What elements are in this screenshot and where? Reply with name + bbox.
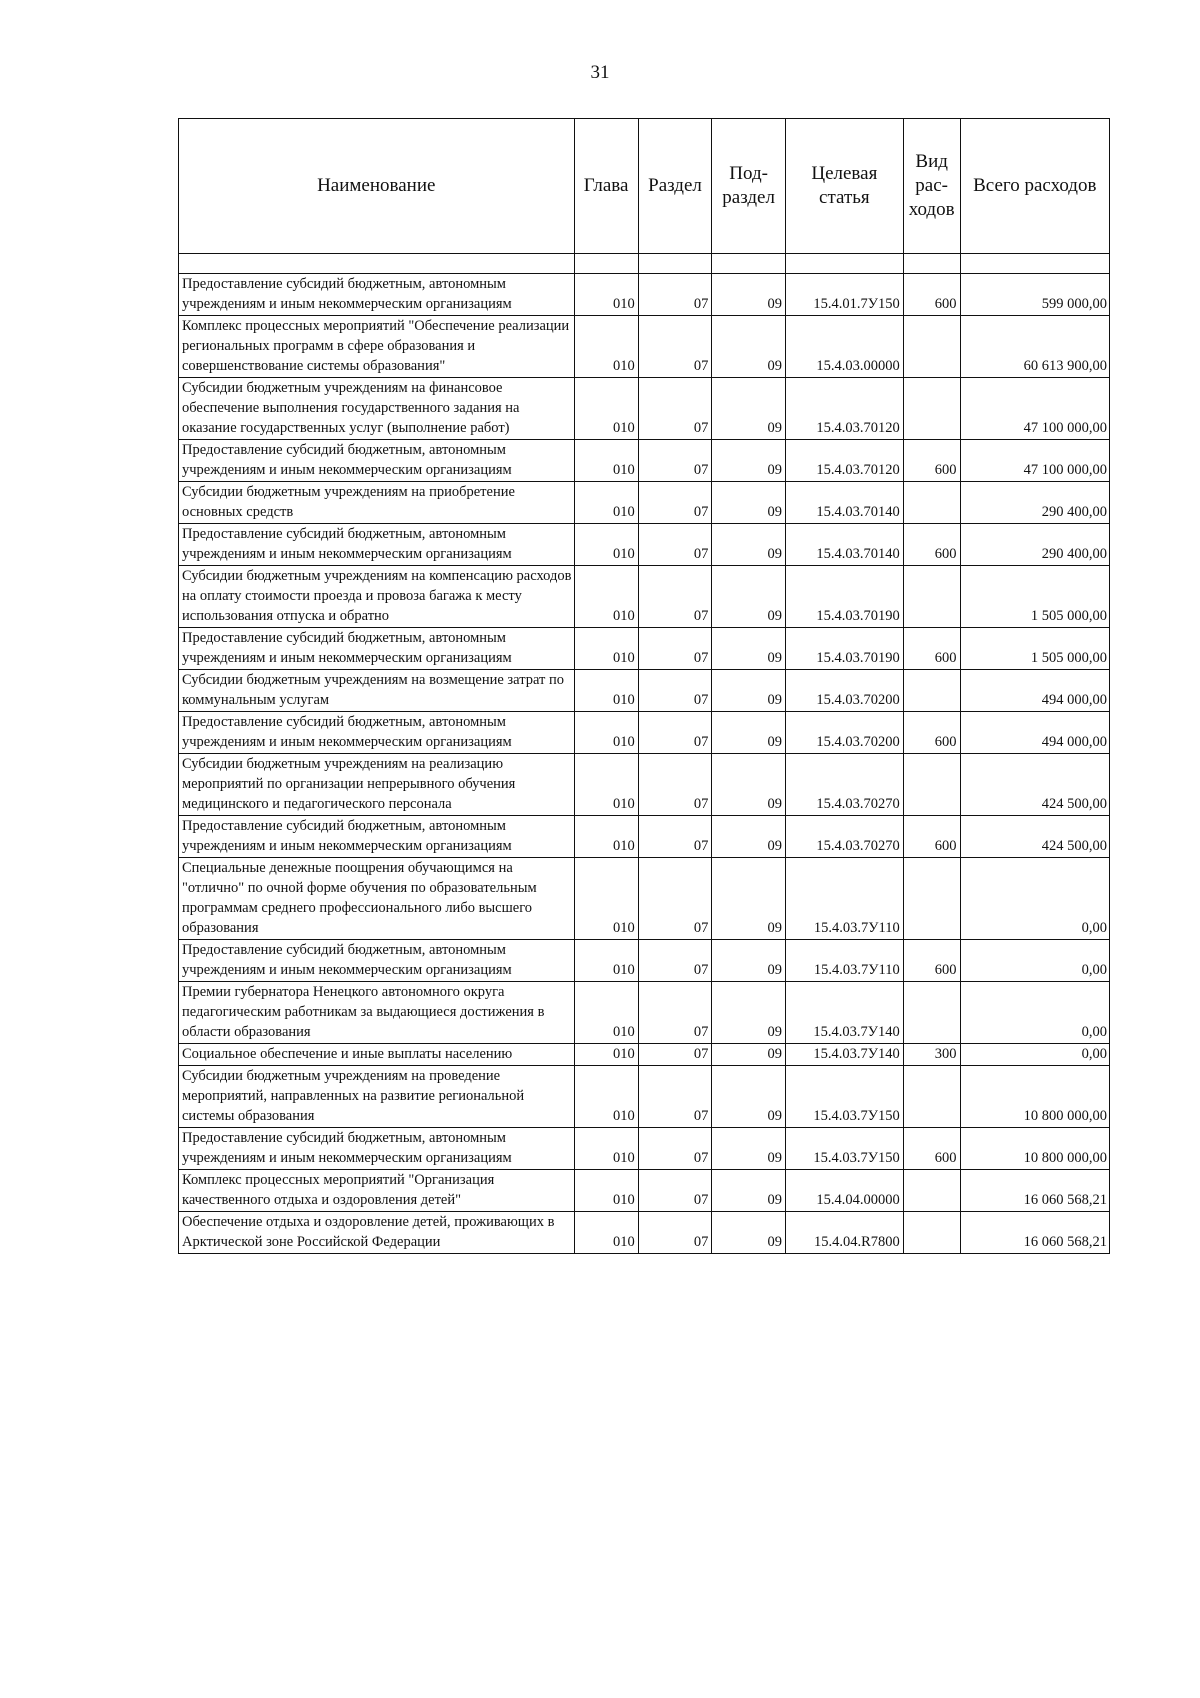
table-row [179, 816, 1110, 858]
cell-podrazdel: 09 [712, 566, 786, 628]
cell-total: 290 400,00 [960, 482, 1109, 524]
header-podrazdel-line1: Под- [729, 163, 768, 185]
cell-total: 599 000,00 [960, 274, 1109, 316]
cell-article: 15.4.04.R7800 [785, 1212, 903, 1254]
cell-name: Субсидии бюджетным учреждениям на приобретение основных средств [179, 482, 575, 524]
cell-name: Предоставление субсидий бюджетным, автономным учреждениям и иным некоммерческим организациям [179, 712, 575, 754]
cell-name: Субсидии бюджетным учреждениям на финансовое обеспечение выполнения государственного задания на оказание государственных услуг (выполнение работ) [179, 378, 575, 440]
cell-razdel: 07 [638, 940, 712, 982]
cell-razdel: 07 [638, 378, 712, 440]
cell-podrazdel: 09 [712, 816, 786, 858]
cell-podrazdel: 09 [712, 858, 786, 940]
table-row [179, 1044, 1110, 1066]
cell-article: 15.4.03.70120 [785, 440, 903, 482]
cell-razdel: 07 [638, 816, 712, 858]
cell-vid [903, 982, 960, 1044]
page-number: 31 [590, 62, 610, 83]
spacer-cell [574, 254, 638, 274]
cell-podrazdel: 09 [712, 524, 786, 566]
cell-article: 15.4.03.7У140 [785, 982, 903, 1044]
cell-razdel: 07 [638, 982, 712, 1044]
cell-podrazdel: 09 [712, 712, 786, 754]
cell-total: 0,00 [960, 940, 1109, 982]
cell-podrazdel: 09 [712, 316, 786, 378]
cell-total: 290 400,00 [960, 524, 1109, 566]
cell-vid: 600 [903, 940, 960, 982]
cell-name: Предоставление субсидий бюджетным, автономным учреждениям и иным некоммерческим организациям [179, 816, 575, 858]
cell-total: 424 500,00 [960, 754, 1109, 816]
header-article-line1: Целевая [811, 163, 878, 185]
table-row [179, 754, 1110, 816]
spacer-cell [638, 254, 712, 274]
table-row [179, 524, 1110, 566]
cell-vid: 600 [903, 440, 960, 482]
header-vid [903, 119, 960, 254]
cell-razdel: 07 [638, 316, 712, 378]
cell-razdel: 07 [638, 670, 712, 712]
table-row [179, 1066, 1110, 1128]
cell-total: 47 100 000,00 [960, 378, 1109, 440]
cell-article: 15.4.03.70140 [785, 482, 903, 524]
cell-name: Субсидии бюджетным учреждениям на проведение мероприятий, направленных на развитие региональной системы образования [179, 1066, 575, 1128]
cell-razdel: 07 [638, 712, 712, 754]
cell-name: Субсидии бюджетным учреждениям на компенсацию расходов на оплату стоимости проезда и провоза багажа к месту использования отпуска и обратно [179, 566, 575, 628]
cell-article: 15.4.03.7У110 [785, 940, 903, 982]
cell-article: 15.4.04.00000 [785, 1170, 903, 1212]
spacer-cell [785, 254, 903, 274]
cell-name: Комплекс процессных мероприятий "Обеспечение реализации региональных программ в сфере образования и совершенствование системы образования" [179, 316, 575, 378]
cell-razdel: 07 [638, 1128, 712, 1170]
cell-razdel: 07 [638, 566, 712, 628]
spacer-cell [179, 254, 575, 274]
table-row [179, 274, 1110, 316]
cell-name: Предоставление субсидий бюджетным, автономным учреждениям и иным некоммерческим организациям [179, 628, 575, 670]
cell-glava: 010 [574, 274, 638, 316]
cell-podrazdel: 09 [712, 440, 786, 482]
cell-article: 15.4.03.70200 [785, 712, 903, 754]
cell-glava: 010 [574, 670, 638, 712]
cell-glava: 010 [574, 482, 638, 524]
cell-article: 15.4.03.70190 [785, 628, 903, 670]
cell-podrazdel: 09 [712, 670, 786, 712]
cell-razdel: 07 [638, 1212, 712, 1254]
cell-vid [903, 566, 960, 628]
header-podrazdel-line2: раздел [722, 187, 775, 208]
cell-name: Премии губернатора Ненецкого автономного округа педагогическим работникам за выдающиеся достижения в области образования [179, 982, 575, 1044]
cell-vid: 600 [903, 274, 960, 316]
cell-total: 494 000,00 [960, 712, 1109, 754]
cell-glava: 010 [574, 754, 638, 816]
cell-vid [903, 670, 960, 712]
cell-total: 424 500,00 [960, 816, 1109, 858]
table-row [179, 316, 1110, 378]
cell-total: 47 100 000,00 [960, 440, 1109, 482]
cell-glava: 010 [574, 566, 638, 628]
cell-article: 15.4.03.70120 [785, 378, 903, 440]
cell-article: 15.4.03.70270 [785, 816, 903, 858]
cell-total: 10 800 000,00 [960, 1128, 1109, 1170]
cell-glava: 010 [574, 712, 638, 754]
cell-total: 16 060 568,21 [960, 1212, 1109, 1254]
cell-article: 15.4.03.7У150 [785, 1128, 903, 1170]
cell-podrazdel: 09 [712, 274, 786, 316]
cell-name: Социальное обеспечение и иные выплаты населению [179, 1044, 575, 1066]
table-header-row [179, 119, 1110, 254]
cell-vid [903, 1212, 960, 1254]
cell-razdel: 07 [638, 628, 712, 670]
cell-razdel: 07 [638, 524, 712, 566]
spacer-cell [903, 254, 960, 274]
cell-name: Специальные денежные поощрения обучающимся на "отлично" по очной форме обучения по образовательным программам среднего профессионального либо высшего образования [179, 858, 575, 940]
spacer-cell [960, 254, 1109, 274]
header-spacer-row [179, 254, 1110, 274]
cell-vid [903, 316, 960, 378]
cell-podrazdel: 09 [712, 378, 786, 440]
cell-vid: 600 [903, 1128, 960, 1170]
table-row [179, 482, 1110, 524]
cell-total: 0,00 [960, 982, 1109, 1044]
cell-podrazdel: 09 [712, 1044, 786, 1066]
cell-name: Предоставление субсидий бюджетным, автономным учреждениям и иным некоммерческим организациям [179, 940, 575, 982]
cell-razdel: 07 [638, 1044, 712, 1066]
cell-glava: 010 [574, 816, 638, 858]
cell-article: 15.4.03.00000 [785, 316, 903, 378]
cell-vid: 600 [903, 712, 960, 754]
cell-total: 0,00 [960, 1044, 1109, 1066]
cell-glava: 010 [574, 1044, 638, 1066]
cell-podrazdel: 09 [712, 1128, 786, 1170]
table-row [179, 1128, 1110, 1170]
cell-name: Комплекс процессных мероприятий "Организация качественного отдыха и оздоровления детей" [179, 1170, 575, 1212]
cell-article: 15.4.03.70140 [785, 524, 903, 566]
table-row [179, 982, 1110, 1044]
cell-glava: 010 [574, 628, 638, 670]
cell-glava: 010 [574, 378, 638, 440]
table-row [179, 940, 1110, 982]
cell-razdel: 07 [638, 1066, 712, 1128]
cell-glava: 010 [574, 316, 638, 378]
header-razdel: Раздел [638, 119, 712, 254]
cell-glava: 010 [574, 524, 638, 566]
cell-vid [903, 482, 960, 524]
cell-name: Предоставление субсидий бюджетным, автономным учреждениям и иным некоммерческим организациям [179, 524, 575, 566]
cell-razdel: 07 [638, 858, 712, 940]
cell-total: 1 505 000,00 [960, 566, 1109, 628]
cell-article: 15.4.03.70190 [785, 566, 903, 628]
header-name: Наименование [179, 119, 575, 254]
cell-glava: 010 [574, 940, 638, 982]
table-row [179, 858, 1110, 940]
table-row [179, 1212, 1110, 1254]
cell-podrazdel: 09 [712, 754, 786, 816]
header-vid-line2: рас- [915, 175, 948, 197]
cell-vid: 600 [903, 816, 960, 858]
header-glava: Глава [574, 119, 638, 254]
cell-glava: 010 [574, 1128, 638, 1170]
cell-article: 15.4.03.70200 [785, 670, 903, 712]
cell-total: 60 613 900,00 [960, 316, 1109, 378]
cell-podrazdel: 09 [712, 1212, 786, 1254]
budget-expenditure-table [178, 118, 1110, 1254]
cell-vid [903, 1066, 960, 1128]
cell-vid: 300 [903, 1044, 960, 1066]
cell-podrazdel: 09 [712, 482, 786, 524]
cell-podrazdel: 09 [712, 1170, 786, 1212]
cell-vid: 600 [903, 524, 960, 566]
cell-razdel: 07 [638, 1170, 712, 1212]
table-row [179, 440, 1110, 482]
cell-podrazdel: 09 [712, 982, 786, 1044]
cell-total: 0,00 [960, 858, 1109, 940]
header-article [785, 119, 903, 254]
cell-podrazdel: 09 [712, 1066, 786, 1128]
table-row [179, 628, 1110, 670]
cell-article: 15.4.03.7У150 [785, 1066, 903, 1128]
cell-name: Предоставление субсидий бюджетным, автономным учреждениям и иным некоммерческим организациям [179, 274, 575, 316]
cell-article: 15.4.03.7У110 [785, 858, 903, 940]
header-total: Всего расходов [960, 119, 1109, 254]
spacer-cell [712, 254, 786, 274]
table-row [179, 378, 1110, 440]
cell-glava: 010 [574, 982, 638, 1044]
cell-razdel: 07 [638, 274, 712, 316]
table-row [179, 712, 1110, 754]
header-article-line2: статья [819, 187, 870, 208]
table-row [179, 1170, 1110, 1212]
cell-name: Предоставление субсидий бюджетным, автономным учреждениям и иным некоммерческим организациям [179, 440, 575, 482]
cell-glava: 010 [574, 858, 638, 940]
cell-total: 1 505 000,00 [960, 628, 1109, 670]
cell-vid [903, 378, 960, 440]
header-vid-line3: ходов [908, 198, 955, 220]
cell-name: Субсидии бюджетным учреждениям на возмещение затрат по коммунальным услугам [179, 670, 575, 712]
cell-article: 15.4.03.7У140 [785, 1044, 903, 1066]
cell-total: 16 060 568,21 [960, 1170, 1109, 1212]
cell-glava: 010 [574, 440, 638, 482]
cell-name: Предоставление субсидий бюджетным, автономным учреждениям и иным некоммерческим организациям [179, 1128, 575, 1170]
cell-total: 494 000,00 [960, 670, 1109, 712]
cell-podrazdel: 09 [712, 940, 786, 982]
cell-total: 10 800 000,00 [960, 1066, 1109, 1128]
cell-vid: 600 [903, 628, 960, 670]
header-podrazdel [712, 119, 786, 254]
cell-glava: 010 [574, 1170, 638, 1212]
cell-name: Субсидии бюджетным учреждениям на реализацию мероприятий по организации непрерывного обучения медицинского и педагогического персонала [179, 754, 575, 816]
cell-razdel: 07 [638, 754, 712, 816]
table-row [179, 566, 1110, 628]
table-body [179, 254, 1110, 1254]
table-row [179, 670, 1110, 712]
cell-razdel: 07 [638, 482, 712, 524]
cell-glava: 010 [574, 1212, 638, 1254]
cell-article: 15.4.03.70270 [785, 754, 903, 816]
header-vid-line1: Вид [915, 151, 948, 173]
cell-vid [903, 1170, 960, 1212]
cell-vid [903, 858, 960, 940]
cell-razdel: 07 [638, 440, 712, 482]
cell-glava: 010 [574, 1066, 638, 1128]
cell-vid [903, 754, 960, 816]
cell-name: Обеспечение отдыха и оздоровление детей, проживающих в Арктической зоне Российской Федерации [179, 1212, 575, 1254]
cell-podrazdel: 09 [712, 628, 786, 670]
cell-article: 15.4.01.7У150 [785, 274, 903, 316]
